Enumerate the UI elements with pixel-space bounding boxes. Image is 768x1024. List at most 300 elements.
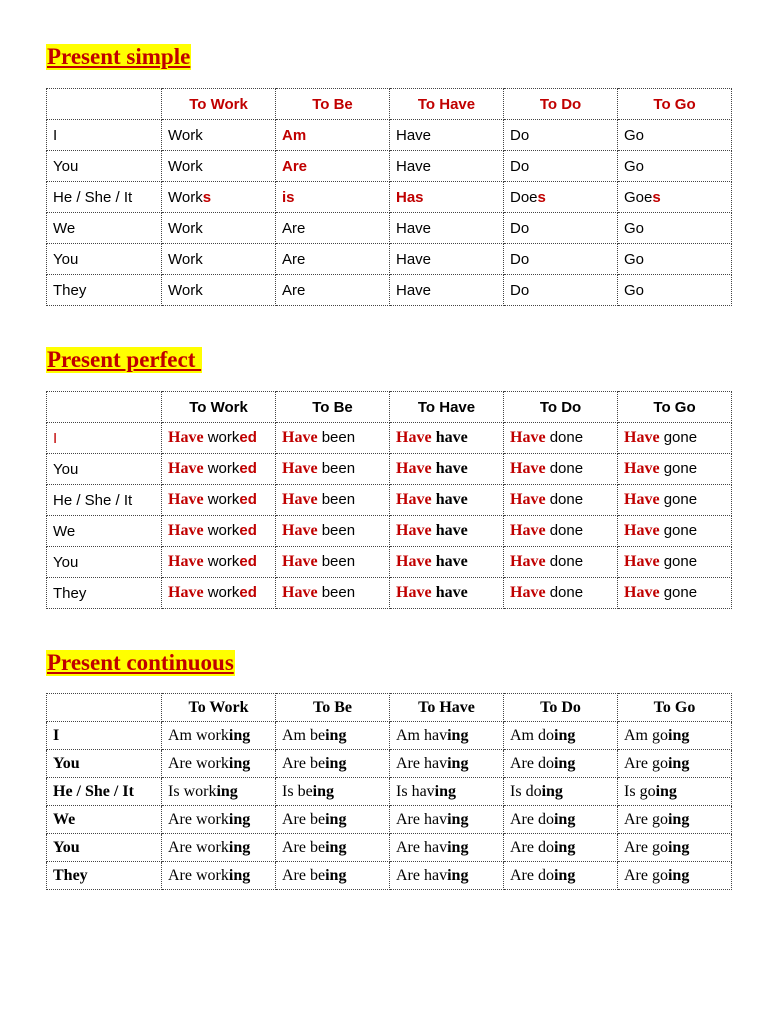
cell-work (162, 834, 276, 862)
pronoun-cell: You (47, 750, 162, 778)
past-participle: done (549, 491, 584, 508)
verb-suffix: ing (228, 810, 251, 828)
cell-be: Are (276, 213, 390, 244)
verb-suffix: ing (667, 866, 690, 884)
table-row-you-plural (47, 244, 732, 275)
cell-work (162, 516, 276, 547)
verb-stem: work (207, 584, 240, 601)
verb-stem: work (183, 782, 217, 800)
cell-work: Work (162, 120, 276, 151)
table-row-you-plural (47, 834, 732, 862)
auxiliary-have: Have (168, 460, 204, 477)
auxiliary-be: Is (168, 782, 180, 800)
verb-stem: work (207, 553, 240, 570)
auxiliary-have: Have (396, 460, 432, 477)
cell-have (390, 834, 504, 862)
past-participle: been (321, 429, 356, 446)
cell-work (162, 454, 276, 485)
cell-be: is (276, 182, 390, 213)
verb-suffix: ing (447, 866, 469, 884)
auxiliary-have: Have (396, 491, 432, 508)
header-to-do: To Do (504, 694, 618, 722)
cell-have: Have (390, 275, 504, 306)
cell-be (276, 750, 390, 778)
auxiliary-be: Are (510, 754, 534, 772)
past-participle: gone (663, 522, 698, 539)
pronoun-cell: I (47, 722, 162, 750)
auxiliary-be: Are (396, 754, 420, 772)
table-row-i (47, 120, 732, 151)
header-to-go: To Go (618, 694, 732, 722)
verb-stem: do (537, 838, 554, 856)
cell-be (276, 485, 390, 516)
verb-stem: go (651, 866, 668, 884)
auxiliary-have: Have (510, 553, 546, 570)
cell-do (504, 454, 618, 485)
pronoun-cell: You (47, 244, 162, 275)
pronoun-cell: They (47, 862, 162, 890)
auxiliary-have: Have (624, 553, 660, 570)
verb-suffix: ing (553, 754, 576, 772)
cell-work (162, 578, 276, 609)
cell-be: Are (276, 244, 390, 275)
auxiliary-have: Have (168, 491, 204, 508)
verb-stem: be (309, 810, 326, 828)
auxiliary-be: Are (168, 866, 192, 884)
auxiliary-be: Am (282, 726, 306, 744)
verb-suffix: ing (553, 838, 576, 856)
table-row-they (47, 578, 732, 609)
cell-have (390, 516, 504, 547)
verb-stem: work (195, 838, 229, 856)
auxiliary-be: Are (624, 810, 648, 828)
table-present-continuous (46, 693, 732, 890)
cell-do (504, 516, 618, 547)
pronoun-cell: I (47, 423, 162, 454)
verb-stem: be (309, 866, 326, 884)
table-row-you (47, 750, 732, 778)
past-participle: have (435, 553, 468, 570)
auxiliary-have: Have (396, 553, 432, 570)
auxiliary-have: Have (510, 460, 546, 477)
auxiliary-have: Have (624, 584, 660, 601)
past-participle: done (549, 584, 584, 601)
cell-have (390, 423, 504, 454)
verb-stem: do (525, 782, 542, 800)
cell-work (162, 806, 276, 834)
cell-have (390, 722, 504, 750)
past-participle: done (549, 460, 584, 477)
cell-have: Has (390, 182, 504, 213)
verb-suffix: ing (228, 726, 251, 744)
auxiliary-be: Are (396, 810, 420, 828)
cell-go (618, 778, 732, 806)
past-participle: been (321, 584, 356, 601)
pronoun-cell: You (47, 454, 162, 485)
cell-go: Go (618, 213, 732, 244)
verb-stem: go (651, 810, 668, 828)
table-row-they (47, 862, 732, 890)
cell-go (618, 722, 732, 750)
verb-suffix: ed (239, 429, 257, 446)
header-to-be: To Be (276, 694, 390, 722)
table-row-we (47, 213, 732, 244)
cell-do (504, 423, 618, 454)
cell-go (618, 423, 732, 454)
cell-be (276, 578, 390, 609)
verb-stem: work (195, 866, 229, 884)
auxiliary-have: Have (282, 491, 318, 508)
verb-suffix: ing (312, 782, 335, 800)
cell-do: Do (504, 213, 618, 244)
verb-suffix: ing (541, 782, 563, 800)
cell-be (276, 778, 390, 806)
table-row-we (47, 806, 732, 834)
verb-suffix: ing (228, 754, 251, 772)
cell-go (618, 516, 732, 547)
header-to-work: To Work (162, 694, 276, 722)
cell-go (618, 750, 732, 778)
cell-have: Have (390, 151, 504, 182)
past-participle: gone (663, 429, 698, 446)
cell-do: Do (504, 120, 618, 151)
auxiliary-have: Have (624, 491, 660, 508)
cell-work (162, 182, 276, 213)
table-row-he-she-it (47, 182, 732, 213)
cell-work (162, 423, 276, 454)
verb-suffix: s (652, 188, 661, 206)
verb-stem: Work (168, 188, 203, 206)
verb-suffix: ing (667, 754, 690, 772)
verb-suffix: ing (667, 838, 690, 856)
cell-do (504, 862, 618, 890)
past-participle: have (435, 460, 468, 477)
cell-work: Work (162, 213, 276, 244)
cell-be (276, 834, 390, 862)
cell-have (390, 578, 504, 609)
pronoun-cell: You (47, 151, 162, 182)
verb-stem: be (310, 726, 326, 744)
verb-stem: do (537, 754, 554, 772)
verb-stem: go (652, 726, 668, 744)
verb-suffix: ing (447, 754, 469, 772)
cell-go (618, 806, 732, 834)
verb-suffix: ed (239, 522, 257, 539)
verb-stem: go (651, 838, 668, 856)
table-header-row (47, 392, 732, 423)
auxiliary-have: Have (624, 429, 660, 446)
verb-suffix: ing (447, 838, 469, 856)
auxiliary-have: Have (624, 460, 660, 477)
past-participle: been (321, 460, 356, 477)
cell-work (162, 750, 276, 778)
auxiliary-be: Are (396, 866, 420, 884)
pronoun-cell: We (47, 213, 162, 244)
cell-have (390, 778, 504, 806)
pronoun-cell: They (47, 275, 162, 306)
verb-suffix: ing (325, 726, 347, 744)
cell-have: Have (390, 120, 504, 151)
auxiliary-have: Have (282, 584, 318, 601)
verb-stem: go (651, 754, 668, 772)
cell-have (390, 862, 504, 890)
heading-present-simple: Present simple (47, 44, 191, 69)
cell-work (162, 722, 276, 750)
table-row-i (47, 722, 732, 750)
auxiliary-have: Have (624, 522, 660, 539)
auxiliary-be: Is (282, 782, 294, 800)
cell-do (504, 806, 618, 834)
table-row-he-she-it (47, 778, 732, 806)
auxiliary-have: Have (396, 584, 432, 601)
header-to-work: To Work (162, 392, 276, 423)
verb-stem: work (207, 460, 240, 477)
verb-stem: work (207, 491, 240, 508)
verb-suffix: ed (239, 460, 257, 477)
auxiliary-be: Are (624, 866, 648, 884)
table-row-i (47, 423, 732, 454)
auxiliary-have: Have (282, 522, 318, 539)
auxiliary-be: Are (282, 810, 306, 828)
table-header-row (47, 694, 732, 722)
verb-stem: be (309, 754, 326, 772)
cell-do (504, 578, 618, 609)
verb-stem: work (207, 522, 240, 539)
header-to-go: To Go (618, 392, 732, 423)
table-header-row (47, 89, 732, 120)
auxiliary-be: Is (624, 782, 636, 800)
verb-suffix: ing (325, 838, 347, 856)
verb-suffix: ing (553, 810, 576, 828)
pronoun-cell: He / She / It (47, 485, 162, 516)
cell-go: Go (618, 151, 732, 182)
cell-do: Do (504, 275, 618, 306)
cell-work (162, 547, 276, 578)
cell-have: Have (390, 213, 504, 244)
verb-suffix: ed (239, 553, 257, 570)
auxiliary-be: Are (510, 838, 534, 856)
verb-suffix: ing (228, 838, 251, 856)
table-row-they (47, 275, 732, 306)
heading-present-perfect: Present perfect (47, 347, 202, 372)
auxiliary-be: Are (282, 866, 306, 884)
past-participle: have (435, 522, 468, 539)
table-row-you-plural (47, 547, 732, 578)
cell-be (276, 423, 390, 454)
verb-stem: do (537, 810, 554, 828)
past-participle: done (549, 429, 584, 446)
cell-be: Am (276, 120, 390, 151)
cell-be (276, 547, 390, 578)
cell-do (504, 182, 618, 213)
pronoun-cell: We (47, 516, 162, 547)
verb-stem: be (297, 782, 313, 800)
auxiliary-have: Have (282, 460, 318, 477)
header-to-do: To Do (504, 89, 618, 120)
verb-stem: hav (424, 726, 448, 744)
cell-have: Have (390, 244, 504, 275)
cell-work (162, 862, 276, 890)
verb-stem: go (639, 782, 656, 800)
cell-be (276, 516, 390, 547)
auxiliary-be: Are (624, 754, 648, 772)
past-participle: have (435, 584, 468, 601)
auxiliary-be: Are (624, 838, 648, 856)
cell-have (390, 750, 504, 778)
verb-suffix: ing (655, 782, 677, 800)
verb-stem: work (195, 754, 229, 772)
auxiliary-be: Are (168, 838, 192, 856)
header-to-do: To Do (504, 392, 618, 423)
header-to-have: To Have (390, 392, 504, 423)
verb-suffix: ing (447, 726, 469, 744)
header-empty-cell (47, 89, 162, 120)
cell-go (618, 834, 732, 862)
past-participle: have (435, 429, 468, 446)
auxiliary-have: Have (510, 584, 546, 601)
table-present-perfect (46, 391, 732, 609)
verb-stem: Goe (624, 188, 653, 206)
pronoun-cell: He / She / It (47, 778, 162, 806)
header-to-have: To Have (390, 89, 504, 120)
verb-suffix: ing (325, 810, 347, 828)
verb-suffix: ed (239, 584, 257, 601)
verb-stem: hav (423, 754, 448, 772)
past-participle: gone (663, 491, 698, 508)
auxiliary-be: Am (396, 726, 420, 744)
auxiliary-be: Are (510, 810, 534, 828)
cell-go: Go (618, 244, 732, 275)
cell-work: Work (162, 275, 276, 306)
pronoun-cell: I (47, 120, 162, 151)
verb-stem: Doe (510, 188, 538, 206)
auxiliary-be: Is (396, 782, 408, 800)
auxiliary-be: Are (282, 754, 306, 772)
verb-suffix: s (202, 188, 212, 206)
header-to-go: To Go (618, 89, 732, 120)
pronoun-cell: We (47, 806, 162, 834)
header-empty-cell (47, 392, 162, 423)
past-participle: done (549, 522, 584, 539)
header-to-be: To Be (276, 89, 390, 120)
pronoun-cell: He / She / It (47, 182, 162, 213)
verb-stem: work (195, 810, 229, 828)
verb-stem: be (309, 838, 326, 856)
past-participle: been (321, 553, 356, 570)
cell-work (162, 485, 276, 516)
auxiliary-have: Have (168, 522, 204, 539)
auxiliary-have: Have (510, 522, 546, 539)
past-participle: been (321, 522, 356, 539)
verb-suffix: ing (325, 754, 347, 772)
verb-suffix: ing (434, 782, 457, 800)
cell-be (276, 454, 390, 485)
auxiliary-be: Are (168, 754, 192, 772)
cell-work (162, 778, 276, 806)
auxiliary-be: Am (168, 726, 192, 744)
past-participle: gone (663, 460, 698, 477)
cell-go: Go (618, 275, 732, 306)
cell-go (618, 547, 732, 578)
auxiliary-have: Have (282, 553, 318, 570)
verb-suffix: ing (553, 866, 576, 884)
cell-be: Are (276, 275, 390, 306)
table-row-you (47, 454, 732, 485)
cell-do (504, 834, 618, 862)
past-participle: done (549, 553, 584, 570)
cell-be: Are (276, 151, 390, 182)
cell-go (618, 454, 732, 485)
verb-stem: hav (423, 838, 448, 856)
verb-stem: do (537, 866, 554, 884)
auxiliary-have: Have (396, 429, 432, 446)
verb-suffix: ed (239, 491, 257, 508)
cell-be (276, 862, 390, 890)
cell-work: Work (162, 244, 276, 275)
cell-be (276, 806, 390, 834)
auxiliary-be: Are (168, 810, 192, 828)
auxiliary-have: Have (282, 429, 318, 446)
table-row-we (47, 516, 732, 547)
cell-have (390, 547, 504, 578)
cell-go (618, 862, 732, 890)
verb-suffix: ing (228, 866, 251, 884)
verb-suffix: ing (554, 726, 576, 744)
cell-do (504, 485, 618, 516)
cell-do (504, 778, 618, 806)
header-to-be: To Be (276, 392, 390, 423)
header-empty-cell (47, 694, 162, 722)
table-present-simple (46, 88, 732, 306)
verb-stem: work (196, 726, 229, 744)
verb-suffix: ing (447, 810, 469, 828)
verb-suffix: ing (667, 810, 690, 828)
pronoun-cell: You (47, 834, 162, 862)
cell-have (390, 806, 504, 834)
cell-work: Work (162, 151, 276, 182)
heading-present-continuous: Present continuous (47, 650, 234, 675)
auxiliary-be: Am (510, 726, 534, 744)
past-participle: been (321, 491, 356, 508)
cell-do (504, 722, 618, 750)
auxiliary-have: Have (168, 429, 204, 446)
verb-suffix: ing (216, 782, 238, 800)
verb-stem: hav (411, 782, 435, 800)
auxiliary-have: Have (510, 429, 546, 446)
auxiliary-be: Are (510, 866, 534, 884)
pronoun-cell: They (47, 578, 162, 609)
header-to-work: To Work (162, 89, 276, 120)
cell-do (504, 750, 618, 778)
auxiliary-have: Have (396, 522, 432, 539)
verb-stem: work (207, 429, 240, 446)
past-participle: gone (663, 584, 698, 601)
auxiliary-be: Am (624, 726, 648, 744)
verb-suffix: ing (325, 866, 347, 884)
cell-be (276, 722, 390, 750)
verb-suffix: ing (668, 726, 690, 744)
cell-go: Go (618, 120, 732, 151)
cell-go (618, 182, 732, 213)
verb-stem: do (538, 726, 554, 744)
auxiliary-have: Have (168, 553, 204, 570)
cell-have (390, 485, 504, 516)
cell-do: Do (504, 151, 618, 182)
cell-do (504, 547, 618, 578)
cell-go (618, 578, 732, 609)
past-participle: have (435, 491, 468, 508)
auxiliary-have: Have (510, 491, 546, 508)
